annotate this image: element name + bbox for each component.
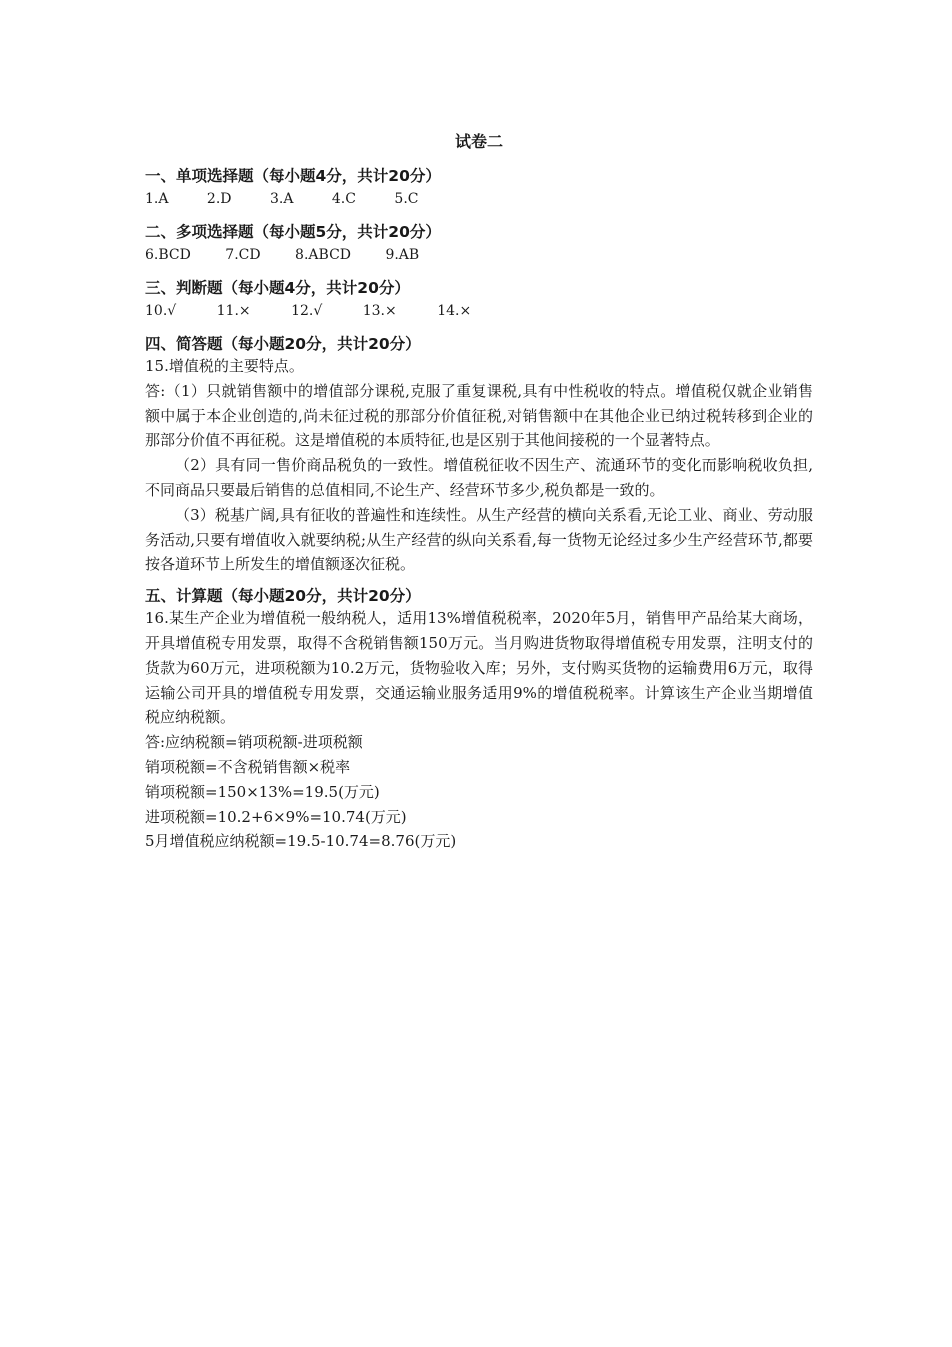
answer-item: 10.√ [145,303,177,319]
answer-item: 12.√ [291,303,323,319]
answer-paragraph-3: （3）税基广阔,具有征收的普遍性和连续性。从生产经营的横向关系看,无论工业、商业、劳动服务活动,只要有增值收入就要纳税;从生产经营的纵向关系看,每一货物无论经过多少生产经营环节,都要按各道环节上所发生的增值额逐次征税。 [145,505,813,574]
answer-item: 11.× [216,303,251,319]
true-false-answers [145,299,813,323]
section-heading-multiple-choice: 二、多项选择题（每小题5分，共计20分） [145,223,441,241]
question-15: 15.增值税的主要特点。 [145,357,304,375]
section-heading-calculation: 五、计算题（每小题20分，共计20分） [145,587,421,606]
calc-line: 答:应纳税额=销项税额-进项税额 [145,733,363,752]
answer-item: 6.BCD [145,247,191,263]
answer-item: 9.AB [385,247,420,263]
section-heading-true-false: 三、判断题（每小题4分，共计20分） [145,279,410,297]
answer-item: 8.ABCD [295,247,351,263]
calc-line: 5月增值税应纳税额=19.5-10.74=8.76(万元) [145,832,457,851]
section-heading-short-answer: 四、简答题（每小题20分，共计20分） [145,335,421,353]
exam-answer-page [145,132,813,854]
answer-item: 1.A [145,191,169,207]
answer-item: 13.× [362,303,397,319]
multiple-choice-answers [145,243,813,267]
calc-line: 销项税额=150×13%=19.5(万元) [145,782,380,801]
answer-paragraph-2: （2）具有同一售价商品税负的一致性。增值税征收不因生产、流通环节的变化而影响税收负担,不同商品只要最后销售的总值相同,不论生产、经营环节多少,税负都是一致的。 [145,456,813,499]
answer-item: 14.× [437,303,472,319]
question-16: 16.某生产企业为增值税一般纳税人，适用13%增值税税率，2020年5月，销售甲产品给某大商场，开具增值税专用发票，取得不含税销售额150万元。当月购进货物取得增值税专用发票，注明支付的货款为60万元，进项税额为10.2万元，货物验收入库；另外，支付购买货物的运输费用6万元，取得运输公司开具的增值税专用发票，交通运输业服务适用9%的增值税税率。计算该生产企业当期增值税应纳税额。 [145,609,813,727]
calc-line: 销项税额=不含税销售额×税率 [145,757,351,776]
single-choice-answers [145,187,813,211]
answer-item: 2.D [206,191,232,207]
answer-item: 7.CD [225,247,261,263]
answer-item: 5.C [394,191,419,207]
answer-paragraph-1: 答:（1）只就销售额中的增值部分课税,克服了重复课税,具有中性税收的特点。增值税仅就企业销售额中属于本企业创造的,尚未征过税的那部分价值征税,对销售额中在其他企业已纳过税转移到企业的那部分价值不再征税。这是增值税的本质特征,也是区别于其他间接税的一个显著特点。 [145,381,813,450]
answer-item: 4.C [331,191,356,207]
calc-line: 进项税额=10.2+6×9%=10.74(万元) [145,807,407,826]
answer-item: 3.A [269,191,294,207]
section-heading-single-choice: 一、单项选择题（每小题4分，共计20分） [145,167,441,185]
page-title: 试卷二 [454,132,503,151]
